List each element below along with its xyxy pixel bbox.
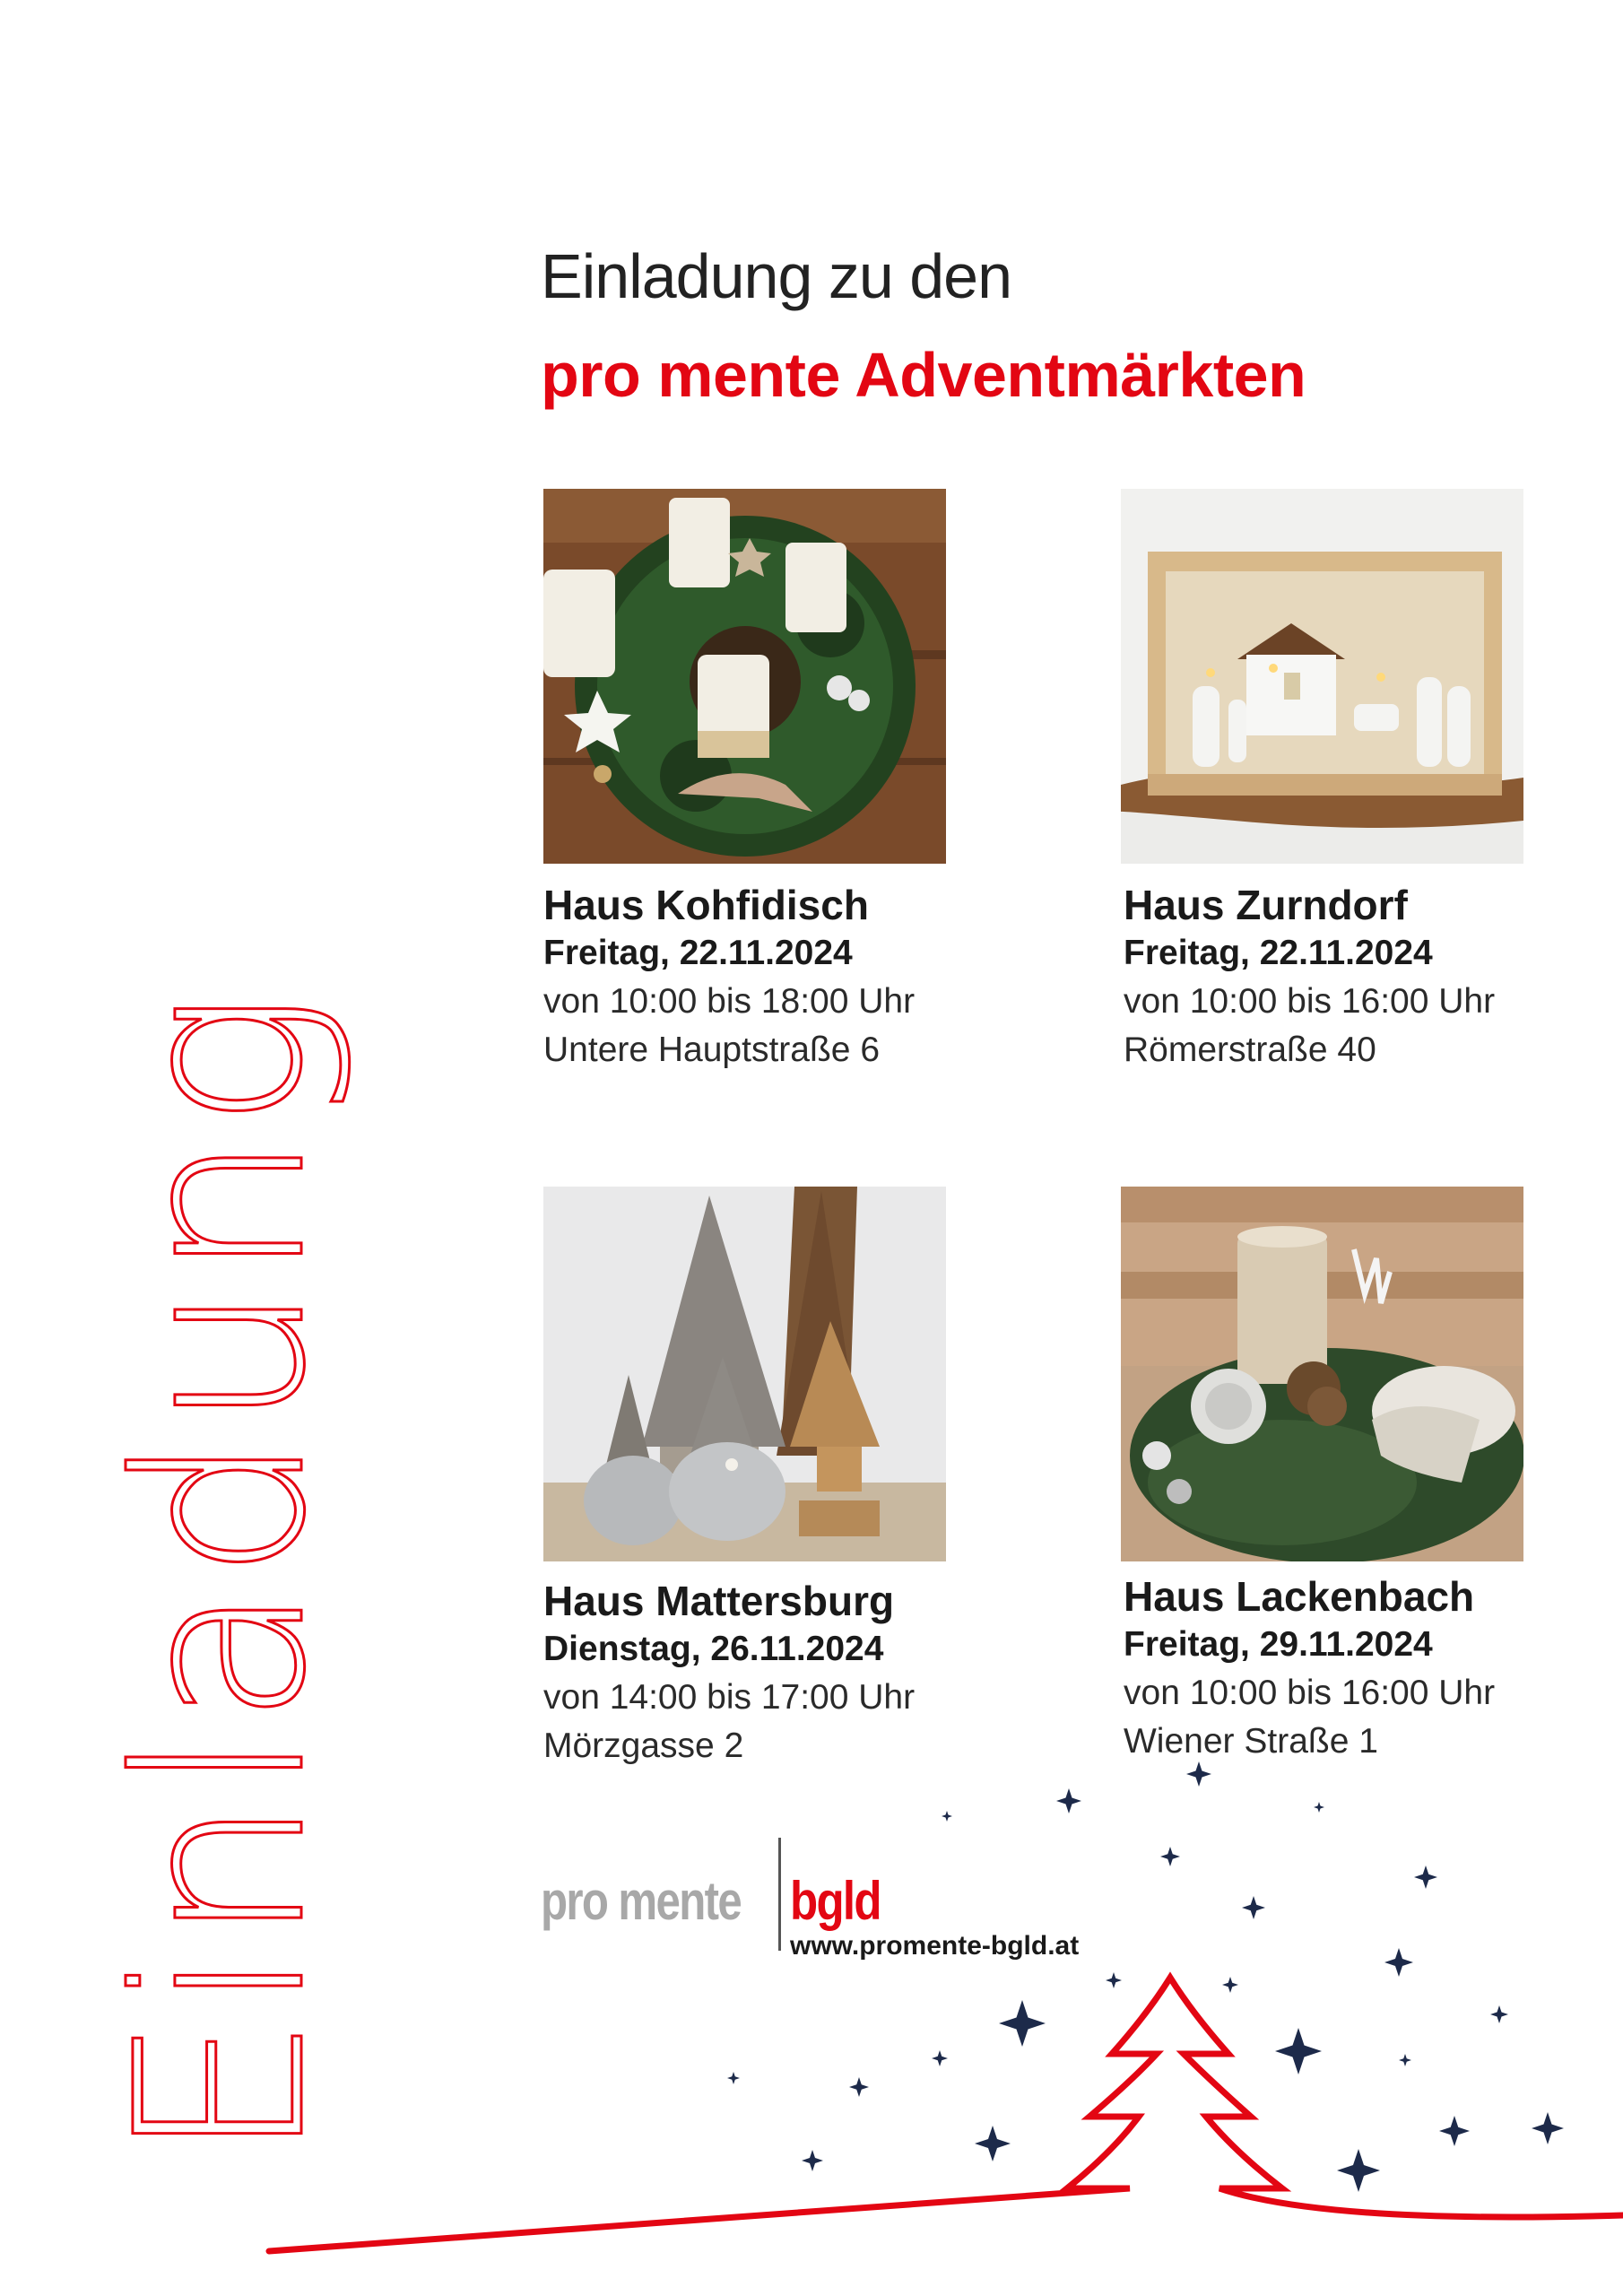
event-address: Wiener Straße 1 [1124,1722,1378,1761]
logo-pro-mente: pro mente [541,1871,742,1931]
event-address: Untere Hauptstraße 6 [543,1031,881,1069]
candle-arrangement-photo [1121,1187,1523,1561]
tree-outline-icon [269,1978,1623,2251]
event-house: Haus Kohfidisch [543,882,869,928]
event-lackenbach [1124,1572,1554,1766]
event-time: von 10:00 bis 16:00 Uhr [1124,1674,1496,1712]
website-url[interactable]: www.promente-bgld.at [790,1931,1080,1961]
advent-wreath-photo [543,489,946,864]
headline: pro mente Adventmärkten [541,340,1306,410]
event-house: Haus Zurndorf [1124,882,1408,928]
event-house: Haus Mattersburg [543,1578,895,1624]
intro-line: Einladung zu den [541,241,1011,311]
event-house: Haus Lackenbach [1124,1573,1475,1620]
event-date: Freitag, 22.11.2024 [543,934,853,972]
nativity-box-photo [1121,489,1523,864]
wooden-trees-gnomes-photo [543,1187,946,1561]
event-address: Mörzgasse 2 [543,1726,744,1765]
logo-divider [778,1838,781,1951]
pro-mente-bgld-logo [541,1834,1097,1969]
logo-bgld: bgld [790,1871,881,1931]
event-address: Römerstraße 40 [1124,1031,1376,1069]
event-date: Dienstag, 26.11.2024 [543,1630,884,1668]
event-time: von 10:00 bis 16:00 Uhr [1124,982,1496,1021]
event-zurndorf [1124,881,1554,1074]
vertical-title: Einladung [87,987,356,2161]
event-date: Freitag, 22.11.2024 [1124,934,1433,972]
event-time: von 10:00 bis 18:00 Uhr [543,982,916,1021]
event-mattersburg [543,1577,974,1770]
event-kohfidisch [543,881,974,1074]
event-date: Freitag, 29.11.2024 [1124,1625,1433,1664]
stars-icon [727,1761,1564,2192]
event-time: von 14:00 bis 17:00 Uhr [543,1678,916,1717]
